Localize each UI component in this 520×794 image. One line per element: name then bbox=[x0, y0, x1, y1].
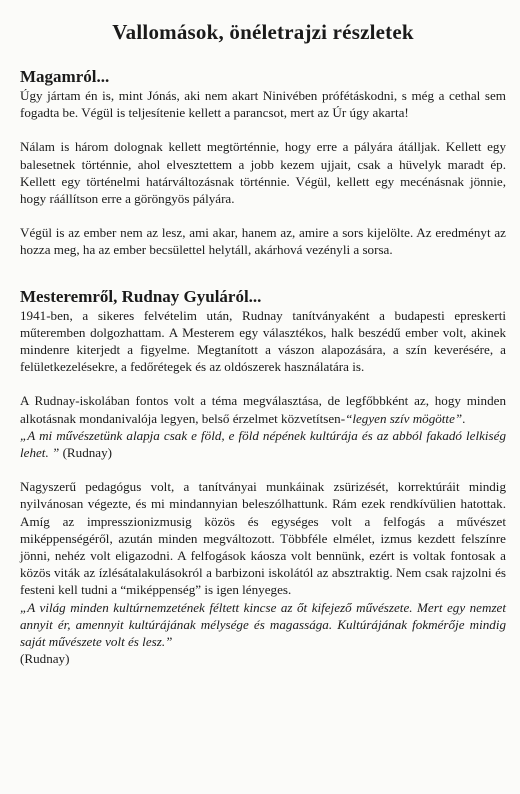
inline-quote: “legyen szív mögötte” bbox=[345, 410, 463, 426]
paragraph: 1941-ben, a sikeres felvételim után, Rudnay tanítványaként a budapesti epreskerti műteremben dolgozhattam. A Mesterem egy választékos, halk beszédű ember volt, akinek mindenre kiterjedt a figyelme. Megtanított a vászon alapozására, a szín keverésére, a felületkezelésekre, a fedőrétegek és az oldószerek használatára is. bbox=[20, 307, 506, 375]
paragraph: Végül is az ember nem az lesz, ami akar, hanem az, amire a sors kijelölte. Az eredményt az hozza meg, ha az ember becsülettel helytáll, akárhová vezényli a sorsa. bbox=[20, 225, 506, 258]
quote-attribution: (Rudnay) bbox=[62, 445, 113, 461]
rudnay-quote: „A mi művészetünk alapja csak e föld, e föld népének kultúrája és az abból fakadó lelkiség lehet. ” bbox=[20, 427, 506, 461]
paragraph-gap bbox=[20, 461, 506, 478]
paragraph-end: . bbox=[462, 410, 466, 426]
paragraph: Úgy jártam én is, mint Jónás, aki nem akart Ninivében prófétáskodni, s még a cethal sem fogadta be. Végül is teljesítenie kellett a parancsot, mert az Úr úgy akarta! bbox=[20, 88, 506, 121]
section-heading-magamrol: Magamról... bbox=[20, 67, 110, 86]
section-mesterem bbox=[20, 287, 506, 668]
paragraph: Nagyszerű pedagógus volt, a tanítványai munkáinak zsürizését, korrektúráit mindig nyilvánosan végezte, és mi mindannyian beleszólhattunk. Rám ezek rendkívülien hatottak. Amíg az impresszionizmusig közös és egységes volt a felfogás a művészet miképpenségéről, azután minden megváltozott. Többféle elmélet, izmus kezdett felszínre jönni, nehéz volt eligazodni. A felfogások káosza volt bennünk, ezért is voltak fontosak a közös viták az ízlésátalakulásokról a barbizoni iskolától az absztraktig. Nem csak rajzolni és festeni kell tudni a “miképpenség” is igen lényeges. bbox=[20, 479, 506, 598]
section-heading-mesterem: Mesteremről, Rudnay Gyuláról... bbox=[20, 286, 262, 306]
paragraph-gap bbox=[20, 121, 506, 138]
paragraph-gap bbox=[20, 375, 506, 392]
section-gap bbox=[20, 259, 506, 287]
section-magamrol bbox=[20, 67, 506, 259]
rudnay-quote: „A világ minden kultúrnemzetének féltett kincse az őt kifejező művészete. Mert egy nemzet annyit ér, amennyit kultúrájának mélysége és magassága. Kultúrájának fokmérője mindig saját művészete volt és lesz.” bbox=[20, 599, 506, 650]
page-title: Vallomások, önéletrajzi részletek bbox=[112, 20, 414, 44]
quote-block bbox=[20, 427, 506, 461]
quote-attribution: (Rudnay) bbox=[20, 651, 70, 667]
paragraph-with-quote bbox=[20, 392, 506, 426]
paragraph-gap bbox=[20, 207, 506, 224]
paragraph-text: A Rudnay-iskolában fontos volt a téma megválasztása, de legfőbbként az, hogy minden alkotásnak mondanivalója legyen, belső érzelmet közvetítsen- bbox=[20, 393, 506, 426]
paragraph: Nálam is három dolognak kellett megtörténnie, hogy erre a pályára átálljak. Kellett egy balesetnek történnie, ahol elvesztettem a jobb kezem ujjait, csak a hüvelyk maradt ép. Kellett egy történelmi határváltozásnak történnie. Végül, kellett egy mecénásnak jönnie, hogy ráállítson erre a göröngyös pályára. bbox=[20, 139, 506, 207]
